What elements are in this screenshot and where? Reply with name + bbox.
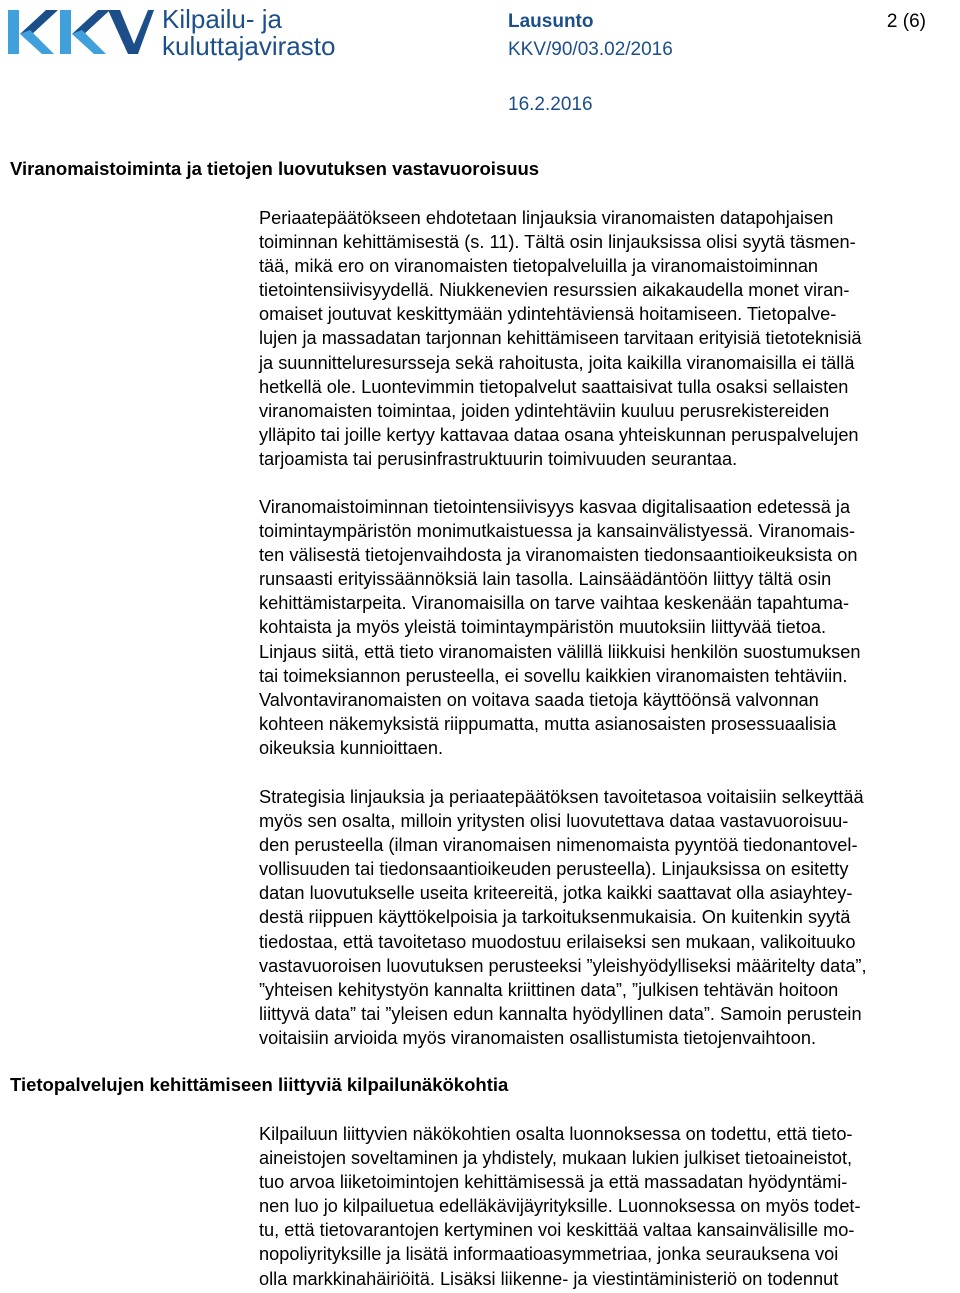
text-line: ja suunnitteluresursseja sekä rahoitusta, joita kaikilla viranomaisilla ei tällä xyxy=(259,352,855,373)
text-line: vastavuoroisen luovutuksen perusteeksi ”yleishyödylliseksi määritelty data”, xyxy=(259,955,867,976)
text-line: Strategisia linjauksia ja periaatepäätöksen tavoitetasoa voitaisiin selkeyttää xyxy=(259,787,864,807)
text-line: oikeuksia kunnioittaen. xyxy=(259,737,444,758)
text-line: olla markkinahäiriöitä. Lisäksi liikenne- ja viestintäministeriö on todennut xyxy=(259,1268,839,1289)
document-type: Lausunto xyxy=(508,11,594,32)
text-line: ten välisestä tietojenvaihdosta ja viranomaisten tiedonsaantioikeuksista on xyxy=(259,545,858,566)
text-line: runsaasti erityissäännöksiä lain tasolla. Lainsäädäntöön liittyy tältä osin xyxy=(259,569,832,590)
text-line: ”yhteisen kehitystyön kannalta kriittinen data”, ”julkisen tehtävän hoitoon xyxy=(259,979,839,1000)
agency-name-line1: Kilpailu- ja xyxy=(162,4,282,34)
text-line: toiminnan kehittämisestä (s. 11). Tältä osin linjauksissa olisi syytä täsmen- xyxy=(259,232,856,253)
paragraph xyxy=(259,206,959,471)
document-date: 16.2.2016 xyxy=(508,94,593,115)
text-line: nopoliyrityksille ja lisätä informaatioasymmetriaa, jonka seurauksena voi xyxy=(259,1244,839,1265)
paragraph xyxy=(259,785,959,1050)
text-line: tu, että tietovarantojen kertyminen voi keskittää valtaa kansainvälisille mo- xyxy=(259,1220,855,1241)
text-line: voitaisiin arvioida myös viranomaisten osallistumista tietojenvaihtoon. xyxy=(259,1027,817,1048)
paragraph xyxy=(259,495,959,760)
text-line: omaiset joutuvat keskittymään ydintehtäviensä hoitamiseen. Tietopalve- xyxy=(259,304,837,325)
text-line: lujen ja massadatan tarjonnan kehittämiseen tarvitaan erityisiä tietoteknisiä xyxy=(259,328,862,349)
text-line: kohteen näkemyksistä riippumatta, mutta asianosaisten prosessuaalisia xyxy=(259,713,837,734)
text-line: ylläpito tai joille kertyy kattavaa dataa osana yhteiskunnan peruspalvelujen xyxy=(259,424,859,445)
text-line: tuo arvoa liiketoimintojen kehittämisessä ja että massadatan hyödyntämi- xyxy=(259,1172,848,1193)
text-line: nen luo jo kilpailuetua edelläkävijäyrityksille. Luonnoksessa on myös todet- xyxy=(259,1196,861,1217)
text-line: den perusteella (ilman viranomaisen nimenomaista pyyntöä tiedonantovel- xyxy=(259,835,858,856)
page-number: 2 (6) xyxy=(886,11,926,32)
text-line: toimintaympäristön monimutkaistuessa ja kansainvälistyessä. Viranomais- xyxy=(259,521,856,542)
text-line: kohtaista ja myös yleistä toimintaympäristön muutoksiin liittyvää tietoa. xyxy=(259,617,827,638)
text-line: kehittämistarpeita. Viranomaisilla on tarve vaihtaa keskenään tapahtuma- xyxy=(259,593,850,614)
section-heading: Tietopalvelujen kehittämiseen liittyviä kilpailunäkökohtia xyxy=(10,1074,509,1095)
text-line: tiedostaa, että tavoitetaso muodostuu erilaiseksi sen mukaan, valikoituuko xyxy=(259,931,856,952)
text-line: tarjoamista tai perusinfrastruktuurin toimivuuden seurantaa. xyxy=(259,448,738,469)
text-line: tietointensiivisyydellä. Niukkenevien resurssien aikakaudella monet viran- xyxy=(259,280,850,301)
text-line: Kilpailuun liittyvien näkökohtien osalta luonnoksessa on todettu, että tieto- xyxy=(259,1124,853,1144)
document-reference: KKV/90/03.02/2016 xyxy=(508,39,673,60)
text-line: hetkellä ole. Luontevimmin tietopalvelut saattaisivat tulla osaksi sellaisten xyxy=(259,376,849,397)
paragraph xyxy=(259,1122,959,1291)
text-line: Viranomaistoiminnan tietointensiivisyys kasvaa digitalisaation edetessä ja xyxy=(259,497,851,517)
kkv-logo-mark xyxy=(6,4,156,60)
agency-name xyxy=(162,6,335,60)
text-line: destä riippuen käyttökelpoisia ja tarkoituksenmukaisia. On kuitenkin syytä xyxy=(259,907,851,928)
text-line: myös sen osalta, milloin yritysten olisi luovutettava dataa vastavuoroisuu- xyxy=(259,811,849,832)
text-line: Periaatepäätökseen ehdotetaan linjauksia viranomaisten datapohjaisen xyxy=(259,208,834,228)
text-line: tai toimeksiannon perusteella, ei sovellu kaikkien viranomaisten tehtäviin. xyxy=(259,665,848,686)
text-line: viranomaisten toimintaa, joiden ydintehtäviin kuuluu perusrekistereiden xyxy=(259,400,830,421)
agency-name-line2: kuluttajavirasto xyxy=(162,31,336,61)
text-line: vollisuuden tai tiedonsaantioikeuden perusteella). Linjauksissa on esitetty xyxy=(259,859,849,880)
text-line: datan luovutukselle useita kriteereitä, jotka kaikki saattavat olla asiayhtey- xyxy=(259,883,853,904)
section-heading: Viranomaistoiminta ja tietojen luovutuksen vastavuoroisuus xyxy=(10,158,540,179)
text-line: Valvontaviranomaisten on voitava saada tietoja käyttöönsä valvonnan xyxy=(259,689,819,710)
agency-logo xyxy=(6,4,346,60)
document-meta xyxy=(508,8,673,119)
text-line: liittyvä data” tai ”yleisen edun kannalta hyödyllinen data”. Samoin perustein xyxy=(259,1003,862,1024)
text-line: tää, mikä ero on viranomaisten tietopalveluilla ja viranomaistoiminnan xyxy=(259,256,819,277)
text-line: Linjaus siitä, että tieto viranomaisten välillä liikkuisi henkilön suostumuksen xyxy=(259,641,861,662)
text-line: aineistojen soveltaminen ja yhdistely, mukaan lukien julkiset tietoaineistot, xyxy=(259,1148,853,1169)
